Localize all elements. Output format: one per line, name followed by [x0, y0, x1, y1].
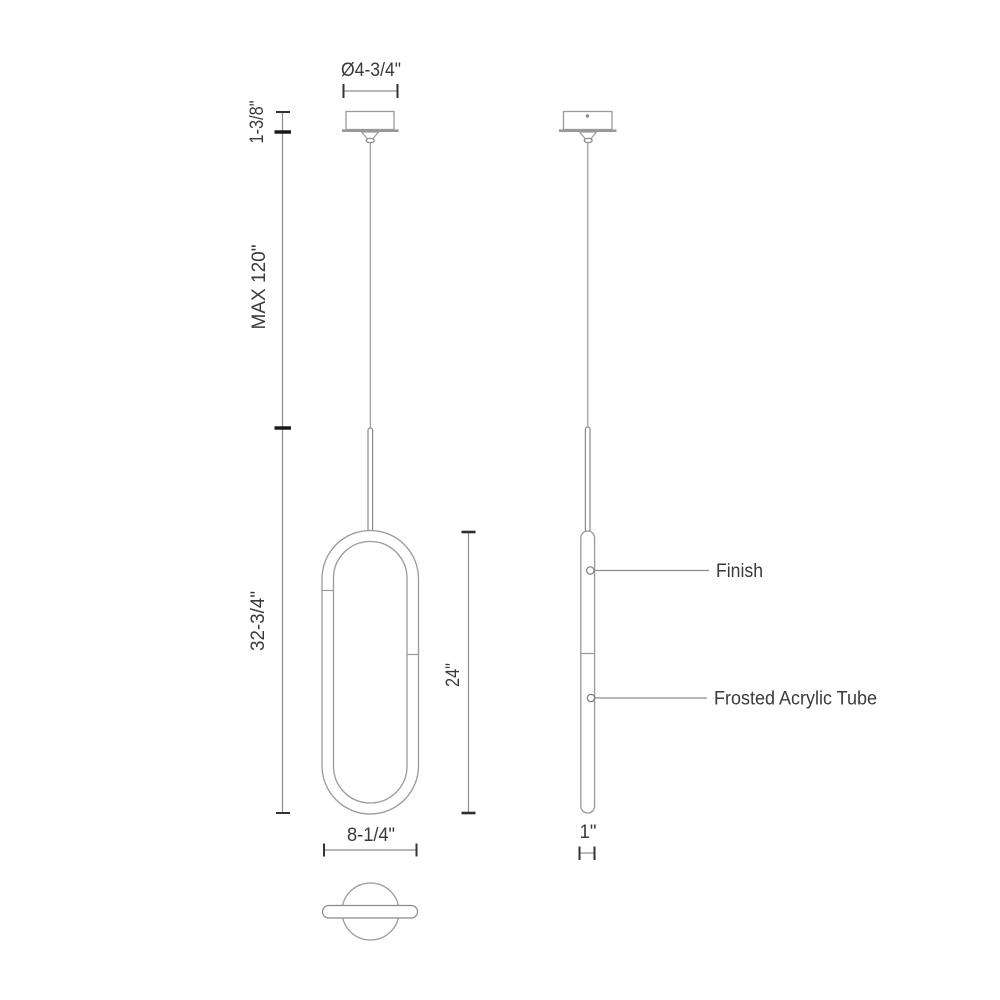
- finish-label: Finish: [716, 561, 763, 582]
- front-view: [247, 60, 476, 857]
- ring-width-dim-label: 8-1/4": [347, 825, 395, 846]
- cord-grip-front: [366, 138, 374, 142]
- tube-diameter-dim-label: 1": [579, 822, 597, 843]
- tube-label: Frosted Acrylic Tube: [714, 688, 877, 710]
- canopy-diameter-dimension: [341, 60, 401, 98]
- canopy-height-dim-label: 1-3/8": [247, 93, 268, 144]
- ring-width-dimension: [324, 825, 417, 857]
- side-view: [559, 112, 877, 861]
- height-dimension-column: [247, 93, 291, 814]
- ring-inner: [334, 542, 408, 804]
- canopy-side: [564, 112, 613, 130]
- bottom-view-ring-capsule: [323, 906, 418, 919]
- frosted-tube-callout: [587, 689, 877, 710]
- tube-leader-dot: [587, 694, 594, 701]
- finish-callout: [587, 561, 763, 582]
- bottom-view: [323, 883, 418, 940]
- stem-side: [585, 427, 590, 533]
- ring-height-dimension: [443, 532, 476, 813]
- screw-dot: [586, 114, 589, 117]
- finish-leader-dot: [587, 567, 594, 574]
- tube-diameter-dimension: [580, 822, 597, 860]
- ring-height-dim-label: 24": [443, 659, 464, 687]
- cord-grip-side: [584, 138, 592, 142]
- canopy-diameter-dim-label: Ø4-3/4": [341, 60, 401, 81]
- max-suspension-dim-label: MAX 120": [249, 244, 270, 330]
- stem-front: [368, 428, 373, 532]
- overall-height-dim-label: 32-3/4": [248, 590, 269, 651]
- canopy-front: [346, 112, 394, 130]
